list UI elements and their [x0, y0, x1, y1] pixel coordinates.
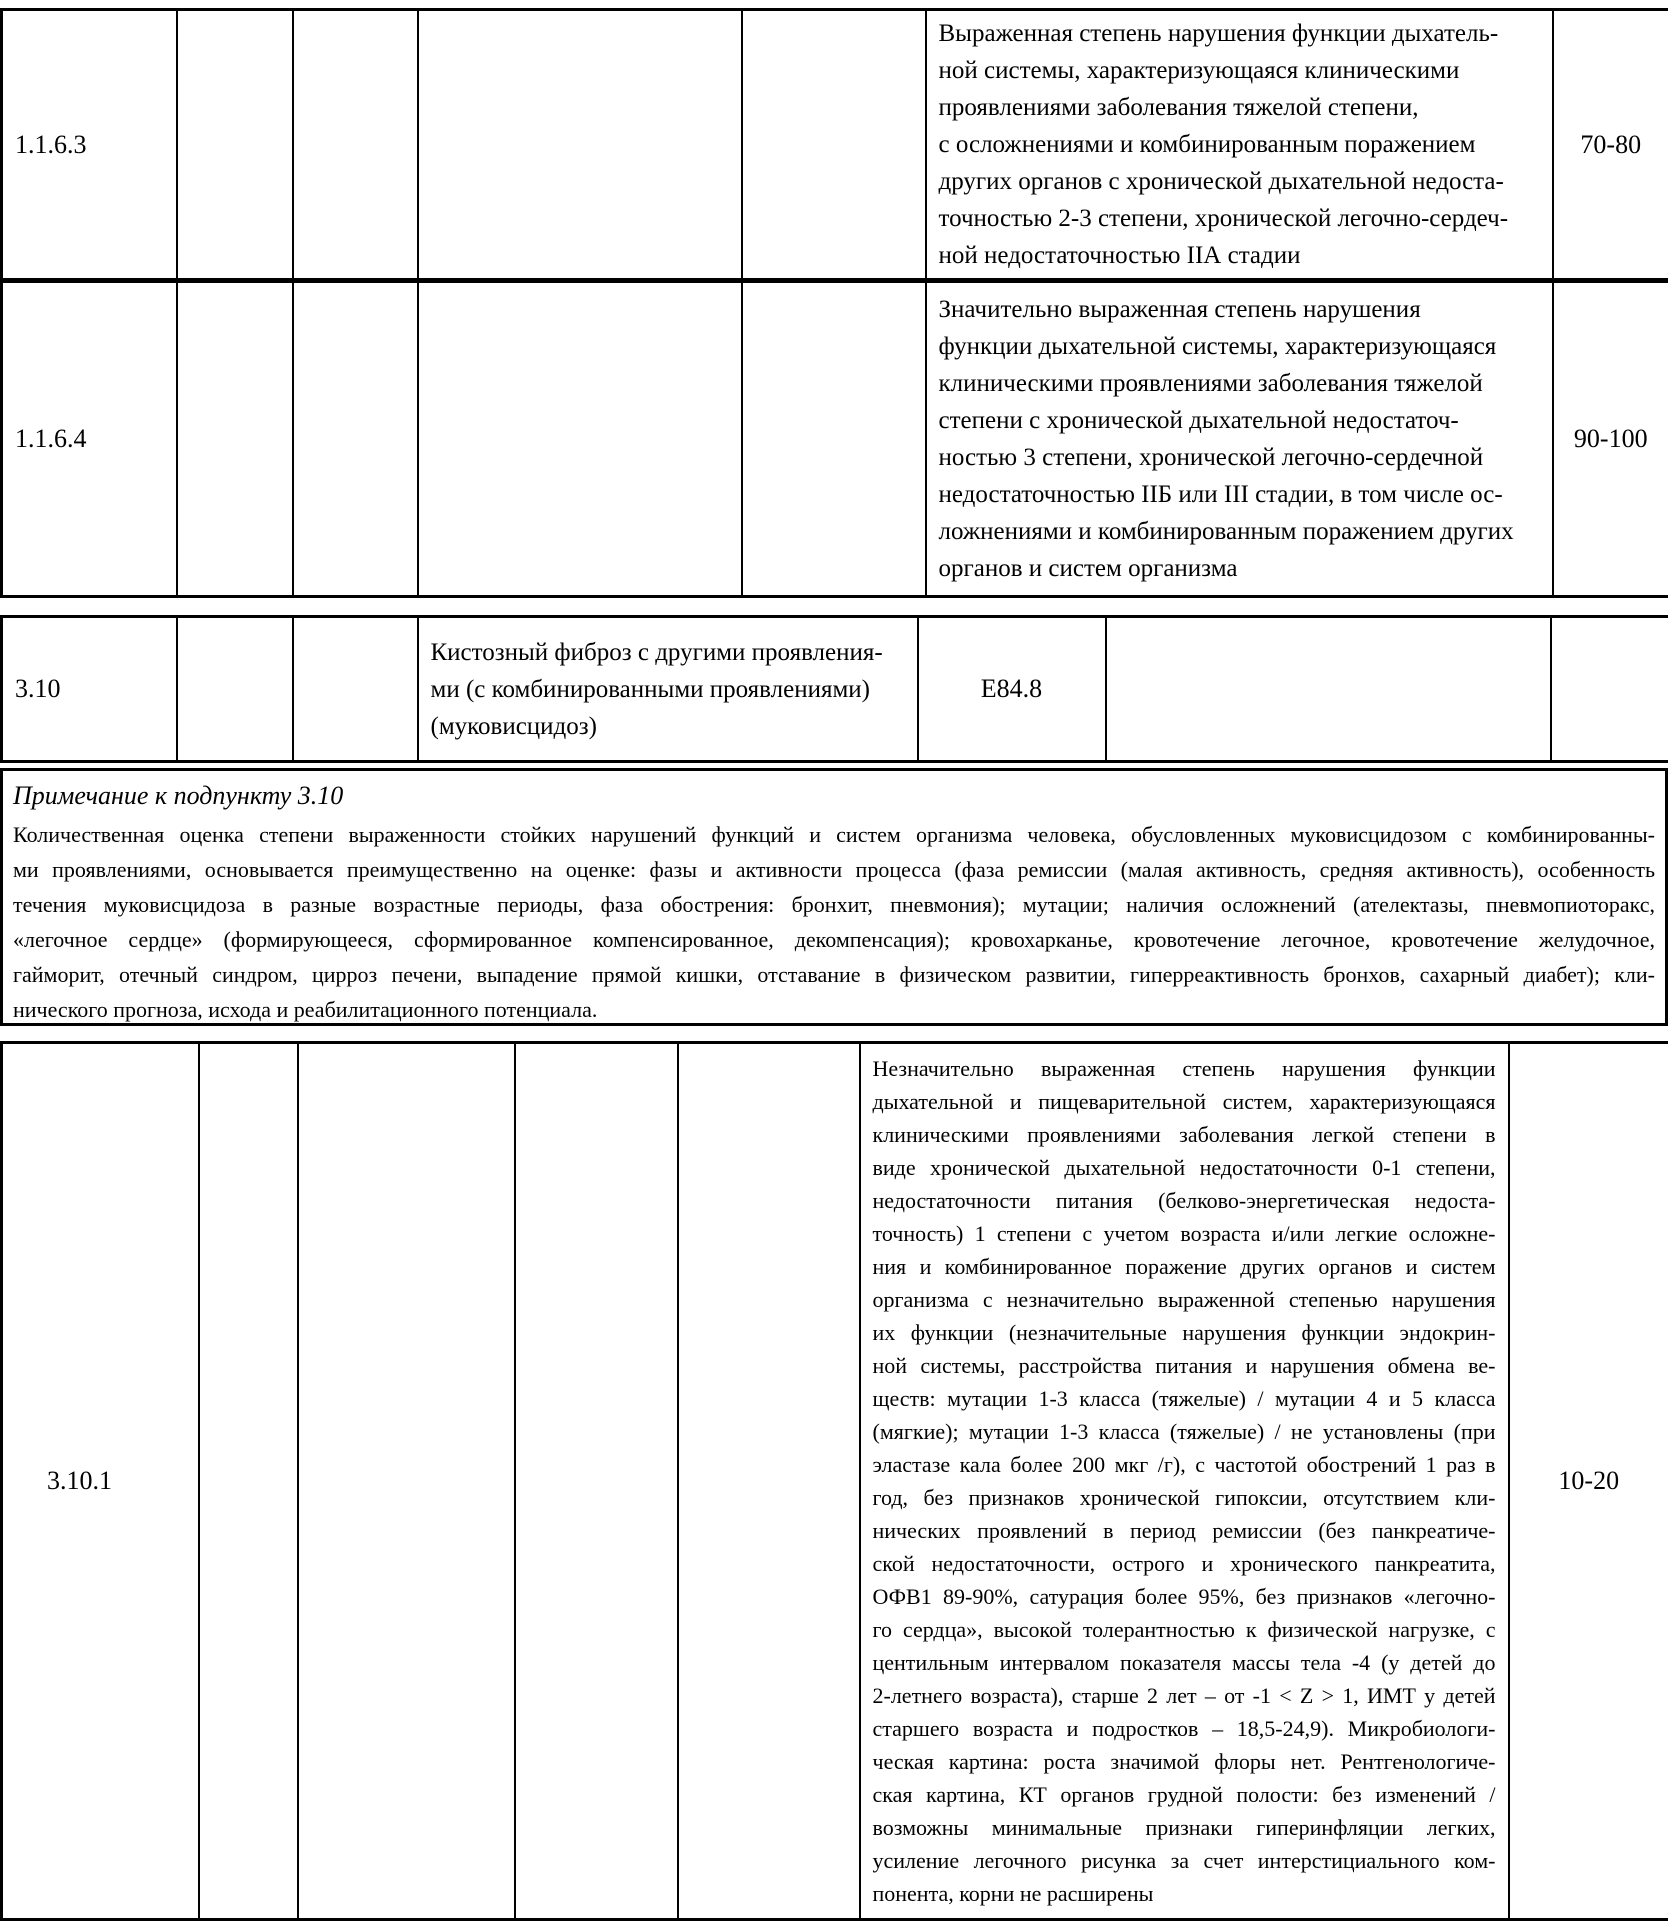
empty-cell	[293, 617, 418, 762]
table-row-1163	[2, 10, 1668, 281]
row-code-cell: 3.10.1	[2, 1043, 199, 1920]
note-title: Примечание к подпункту 3.10	[13, 775, 1655, 817]
empty-cell	[515, 1043, 678, 1920]
empty-cell	[177, 10, 293, 281]
empty-cell	[418, 10, 742, 281]
empty-cell	[177, 281, 293, 597]
disease-name-cell: Кистозный фиброз с другими проявления- ми (с комбинированными проявлениями) (муковисцидоз)	[418, 617, 918, 762]
row-code-cell: 1.1.6.4	[2, 281, 177, 597]
percent-cell: 90-100	[1553, 281, 1668, 597]
note-body: Количественная оценка степени выраженности стойких нарушений функций и систем организма человека, обусловленных муковисцидозом с комбинированны- ми проявлениями, основывается преимущественно на оценке: фазы и активности процесса (фаза ремиссии (малая активность, средняя активность), особенность течения муковисцидоза в разные возрастные периоды, фаза обострения: бронхит, пневмония); мутации; наличия осложнений (ателектазы, пневмопиоторакс, «легочное сердце» (формирующееся, сформированное компенсированное, декомпенсация); кровохарканье, кровотечение легочное, кровотечение желудочное, гайморит, отечный синдром, цирроз печени, выпадение прямой кишки, отставание в физическом развитии, гиперреактивность бронхов, сахарный диабет); кли- нического прогноза, исхода и реабилитационного потенциала.	[13, 817, 1655, 1026]
empty-cell	[418, 281, 742, 597]
row-code-cell: 3.10	[2, 617, 177, 762]
empty-cell	[293, 10, 418, 281]
empty-cell	[199, 1043, 298, 1920]
empty-cell	[293, 281, 418, 597]
empty-cell	[1106, 617, 1551, 762]
assessment-table-3101	[0, 1041, 1668, 1921]
empty-cell	[742, 281, 926, 597]
row-code-cell: 1.1.6.3	[2, 10, 177, 281]
icd-code-cell: Е84.8	[918, 617, 1106, 762]
assessment-table-top	[0, 8, 1668, 598]
empty-cell	[678, 1043, 860, 1920]
empty-cell	[1551, 617, 1668, 762]
table-row-310	[2, 617, 1668, 762]
description-cell: Значительно выраженная степень нарушения функции дыхательной системы, характеризующаяся клиническими проявлениями заболевания тяжелой степени с хронической дыхательной недостаточ- ностью 3 степени, хронической легочно-сердечной недостаточностью IIБ или III стадии, в том числе ос- ложнениями и комбинированным поражением других органов и систем организма	[926, 281, 1553, 597]
note-box	[0, 768, 1668, 1026]
percent-cell: 70-80	[1553, 10, 1668, 281]
table-row-1164	[2, 281, 1668, 597]
empty-cell	[177, 617, 293, 762]
assessment-table-310	[0, 615, 1668, 763]
description-cell: Незначительно выраженная степень нарушения функции дыхательной и пищеварительной систем, характеризующаяся клиническими проявлениями заболевания легкой степени в виде хронической дыхательной недостаточности 0-1 степени, недостаточности питания (белково-энергетическая недоста- точность) 1 степени с учетом возраста и/или легкие осложне- ния и комбинированное поражение других органов и систем организма с незначительно выраженной степенью нарушения их функции (незначительные нарушения функции эндокрин- ной системы, расстройства питания и нарушения обмена ве- ществ: мутации 1-3 класса (тяжелые) / мутации 4 и 5 класса (мягкие); мутации 1-3 класса (тяжелые) / не установлены (при эластазе кала более 200 мкг /г), с частотой обострений 1 раз в год, без признаков хронической гипоксии, отсутствием кли- нических проявлений в период ремиссии (без панкреатиче- ской недостаточности, острого и хронического панкреатита, ОФВ1 89-90%, сатурация более 95%, без признаков «легочно- го сердца», высокой толерантностью к физической нагрузке, с центильным интервалом показателя массы тела -4 (у детей до 2-летнего возраста), старше 2 лет – от -1 < Z > 1, ИМТ у детей старшего возраста и подростков – 18,5-24,9). Микробиологи- ческая картина: роста значимой флоры нет. Рентгенологиче- ская картина, КТ органов грудной полости: без изменений / возможны минимальные признаки гиперинфляции легких, усиление легочного рисунка за счет интерстициального ком- понента, корни не расширены	[860, 1043, 1509, 1920]
table-row-3101	[2, 1043, 1668, 1920]
percent-cell: 10-20	[1509, 1043, 1668, 1920]
description-cell: Выраженная степень нарушения функции дыхатель- ной системы, характеризующаяся клиническими проявлениями заболевания тяжелой степени, с осложнениями и комбинированным поражением других органов с хронической дыхательной недоста- точностью 2-3 степени, хронической легочно-сердеч- ной недостаточностью IIА стадии	[926, 10, 1553, 281]
empty-cell	[742, 10, 926, 281]
empty-cell	[298, 1043, 515, 1920]
